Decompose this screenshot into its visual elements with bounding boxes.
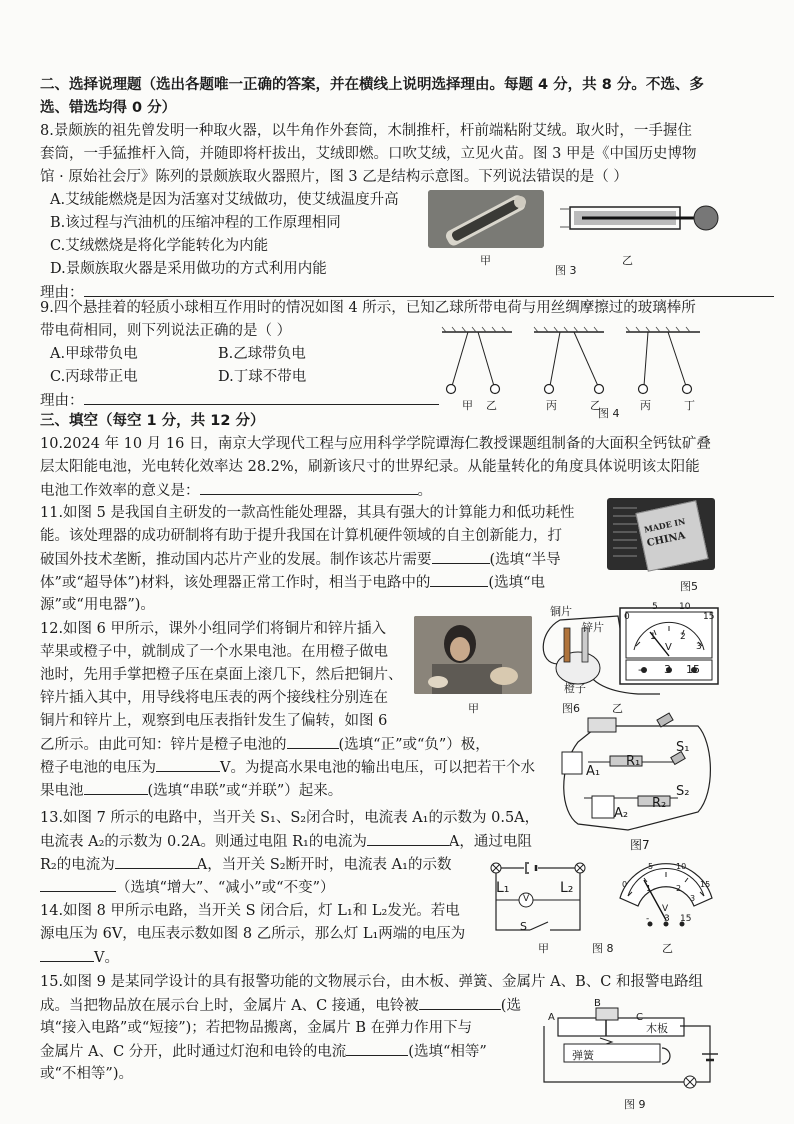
fig6-meter-tick-3: 3 [696,642,702,652]
fig4-label-bing: 丙 [546,399,557,412]
chip-text-china: CHINA [645,530,687,550]
fig4-caption: 图 4 [598,407,620,420]
q11-line3-text: 破国外技术垄断，推动国内芯片产业的发展。制作该芯片需要 [40,552,432,568]
q10-line1: 10.2024 年 10 月 16 日，南京大学现代工程与应用科学学院谭海仁教授课题组制备的大面积全钙钛矿叠 [40,436,711,452]
q13-line3-end: A，当开关 S₂断开时，电流表 A₁的示数 [196,857,452,873]
q12-line6 [40,733,490,757]
fig6-label-copper: 铜片 [550,605,572,618]
fig3-label-b: 乙 [622,254,633,267]
q12-blank-connection[interactable] [84,779,148,795]
fig8-terminal-15: 15 [680,914,692,924]
q11-line4-text: 体”或“超导体”)材料，该处理器正常工作时，相当于电路中的 [40,575,431,591]
fire-starter-photo [428,190,544,248]
fig8-label-l1: L₁ [496,880,510,896]
fig4-label-jia: 甲 [462,399,473,412]
fig8-terminal-3: 3 [664,914,670,924]
q8-option-d: D.景颇族取火器是采用做功的方式利用内能 [50,261,327,277]
q15-line2-text: 成。当把物品放在展示台上时，金属片 A、C 接通，电铃被 [40,998,419,1014]
q15-line4-end: (选填“相等” [408,1044,487,1060]
fig6-meter-tick-15: 15 [703,612,715,622]
fig9-label-b: B [594,998,601,1009]
fig6-terminal-3: 3 [664,663,671,676]
fig3-label-a: 甲 [480,254,491,267]
fig6-label-zinc: 锌片 [582,621,604,634]
q11-line3 [40,548,561,572]
fig4-label-bing-2: 丙 [640,399,651,412]
q10-answer-blank[interactable] [200,479,418,495]
q13-line1: 13.如图 7 所示的电路中，当开关 S₁、S₂闭合时，电流表 A₁的示数为 0.5A， [40,810,540,826]
fig5-caption: 图5 [680,580,698,593]
q12-line8 [40,779,342,803]
fig9-label-board: 木板 [646,1022,668,1035]
q9-line1: 9.四个悬挂着的轻质小球相互作用时的情况如图 4 所示，已知乙球所带电荷与用丝绸摩擦过的玻璃棒所 [40,300,696,316]
q10-line2: 层太阳能电池，光电转化效率达 28.2%，刷新该尺寸的世界纪录。从能量转化的角度具体说明该太阳能 [40,459,700,475]
q8-reason-blank[interactable] [84,281,774,297]
q8-line2: 套筒，一手猛推杆入筒，并随即将杆拔出，艾绒即燃。口吹艾绒，立见火苗。图 3 甲是《中国历史博物 [40,146,697,162]
q14-blank-voltage[interactable] [40,946,94,962]
fig7-label-r1: R₁ [626,754,641,769]
fig6-terminal-15: 15 [686,663,700,676]
q11-line3-end: (选填“半导 [489,552,561,568]
q15-blank-current[interactable] [346,1040,408,1056]
q13-line4 [40,876,334,900]
q10-line3 [40,479,432,503]
fig6-label-orange: 橙子 [564,682,586,695]
fig7-label-a1: A₁ [586,764,601,779]
q13-blank-r1-current[interactable] [367,830,449,846]
fig9-caption: 图 9 [624,1098,646,1111]
fig7-label-s2: S₂ [676,784,690,799]
q12-blank-voltage[interactable] [156,756,220,772]
q8-reason-label: 理由： [40,285,84,301]
q13-line4-text: （选填“增大”、“减小”或“不变”） [116,880,335,896]
section-2-heading-line1: 二、选择说理题（选出各题唯一正确的答案，并在横线上说明选择理由。每题 4 分，共 8 分。不选、多 [40,77,704,93]
q12-line7-end: V。为提高水果电池的输出电压，可以把若干个水 [220,760,535,776]
q12-line8-end: (选填“串联”或“并联”）起来。 [147,783,343,799]
fig6-meter-tick-5: 5 [652,602,658,612]
fig7-circuit [548,712,718,838]
q15-line4-text: 金属片 A、C 分开，此时通过灯泡和电铃的电流 [40,1044,347,1060]
fig8-meter-tick-0: 0 [622,880,628,889]
q12-line4: 锌片插入其中，用导线将电压表的两个接线柱分别连在 [40,690,388,706]
section-2-heading-line2: 选、错选均得 0 分） [40,100,177,116]
q13-line3-text: R₂的电流为 [40,857,115,873]
q15-line2-end: (选 [500,998,521,1014]
fig8-label-l2: L₂ [560,880,574,896]
q14-line3 [40,946,119,970]
q13-blank-r2-current[interactable] [115,853,197,869]
q9-reason-label: 理由： [40,393,84,409]
fig6-label-b: 乙 [612,702,623,715]
q15-line4 [40,1040,487,1064]
fire-starter-diagram [560,193,720,243]
q15-line5: 或“不相等”)。 [40,1066,133,1082]
fig5-chip-photo [607,498,715,570]
fig9-alarm-stand [540,1000,722,1092]
q8-option-a: A.艾绒能燃烧是因为活塞对艾绒做功，使艾绒温度升高 [50,192,399,208]
q12-line8-text: 果电池 [40,783,84,799]
fig9-label-a: A [548,1012,555,1023]
q15-blank-bell[interactable] [419,994,501,1010]
q11-line4-end: (选填“电 [488,575,545,591]
fig6-meter-unit: V [665,642,672,653]
fig8-meter-tick-15: 15 [700,880,711,889]
fig7-label-r2: R₂ [652,796,667,811]
fig7-label-s1: S₁ [676,740,690,755]
q14-line1: 14.如图 8 甲所示电路，当开关 S 闭合后，灯 L₁和 L₂发光。若电 [40,903,460,919]
q12-blank-pole[interactable] [287,733,339,749]
q10-line3-text: 电池工作效率的意义是： [40,483,200,499]
q13-line2-text: 电流表 A₂的示数为 0.2A。则通过电阻 R₁的电流为 [40,834,367,850]
q9-line2: 带电荷相同，则下列说法正确的是（ ） [40,323,292,339]
q12-line7 [40,756,535,780]
fig8-caption: 图 8 [592,942,614,955]
fig8-voltmeter [614,858,718,938]
q9-option-a: A.甲球带负电 [50,346,138,362]
q12-line6-end: (选填“正”或“负”）极， [338,737,490,753]
q9-option-b: B.乙球带负电 [218,346,306,362]
q15-line3: 填“接入电路”或“短接”)；若把物品搬离，金属片 B 在弹力作用下与 [40,1020,473,1036]
q15-line1: 15.如图 9 是某同学设计的具有报警功能的文物展示台，由木板、弹簧、金属片 A、B、C 和报警电路组 [40,974,703,990]
fig8-meter-tick-2: 2 [676,884,682,893]
q8-option-c: C.艾绒燃烧是将化学能转化为内能 [50,238,269,254]
fig9-label-c: C [636,1012,643,1023]
fig8-meter-tick-3: 3 [690,894,696,903]
fig7-label-a2: A₂ [614,806,629,821]
q15-line2 [40,994,521,1018]
q14-line2: 源电压为 6V，电压表示数如图 8 乙所示，那么灯 L₁两端的电压为 [40,926,466,942]
fig8-label-a: 甲 [538,942,549,955]
fig6-label-a: 甲 [468,702,479,715]
q8-line1: 8.景颇族的祖先曾发明一种取火器，以牛角作外套筒，木制推杆，杆前端粘附艾绒。取火时，一手握住 [40,123,692,139]
q11-line5: 源”或“用电器”)。 [40,597,155,613]
fig4-label-yi: 乙 [486,399,497,412]
q14-line3-text: V。 [94,950,119,966]
q8-line3: 馆 · 原始社会厅》陈列的景颇族取火器照片，图 3 乙是结构示意图。下列说法错误的是（ ） [40,169,628,185]
q13-line2-end: A，通过电阻 [448,834,532,850]
q11-line1: 11.如图 5 是我国自主研发的一款高性能处理器，其具有强大的计算能力和低功耗性 [40,505,575,521]
fig8-label-s: S [520,920,527,933]
fig3-caption: 图 3 [555,264,577,277]
q13-line3 [40,853,451,877]
fig9-label-spring: 弹簧 [572,1049,594,1062]
q11-line4 [40,571,545,595]
fig4-label-ding: 丁 [684,399,695,412]
fig8-terminal-minus: - [646,914,650,924]
fig8-meter-tick-5: 5 [648,862,654,871]
q12-line2: 苹果或橙子中，就制成了一个水果电池。在用橙子做电 [40,644,388,660]
fig6-meter-tick-10: 10 [679,602,691,612]
fig6-caption: 图6 [562,702,580,715]
q9-option-d: D.丁球不带电 [218,369,307,385]
q12-line6-text: 乙所示。由此可知：锌片是橙子电池的 [40,737,287,753]
chip-text-made-in: MADE IN [643,516,687,535]
q12-line7-text: 橙子电池的电压为 [40,760,156,776]
q13-blank-change[interactable] [40,876,116,892]
fig8-label-b: 乙 [662,942,673,955]
fig8-circuit [484,858,588,938]
fig4-label-yi-2: 乙 [590,399,601,412]
q9-option-c: C.丙球带正电 [50,369,138,385]
fig8-meter-unit: V [662,904,669,914]
fig6-meter-tick-2: 2 [680,632,686,642]
q9-reason-blank[interactable] [84,389,439,405]
fig6-terminal-minus: - [638,663,642,676]
fig6-meter-tick-0: 0 [624,612,630,622]
q13-line2 [40,830,532,854]
q8-option-b: B.该过程与汽油机的压缩冲程的工作原理相同 [50,215,341,231]
q12-line5: 铜片和锌片上，观察到电压表指针发生了偏转，如图 6 [40,713,388,729]
fig4-hanging-balls [438,324,708,416]
fig6-meter-tick-1: 1 [650,632,656,642]
q11-blank-material[interactable] [432,548,490,564]
fig8-label-v: V [523,894,530,904]
section-3-heading: 三、填空（每空 1 分，共 12 分） [40,413,265,429]
fig8-meter-tick-1: 1 [646,884,652,893]
q12-line1: 12.如图 6 甲所示，课外小组同学们将铜片和锌片插入 [40,621,387,637]
fig8-meter-tick-10: 10 [676,862,687,871]
fig6-students-photo [414,616,532,694]
q11-blank-role[interactable] [430,571,488,587]
fig7-caption: 图7 [630,838,650,852]
q11-line2: 能。该处理器的成功研制将有助于提升我国在计算机硬件领域的自主创新能力，打 [40,528,562,544]
q10-line3-end: 。 [417,483,432,499]
q12-line3: 池时，先用手掌把橙子压在桌面上滚几下，然后把铜片、 [40,667,403,683]
